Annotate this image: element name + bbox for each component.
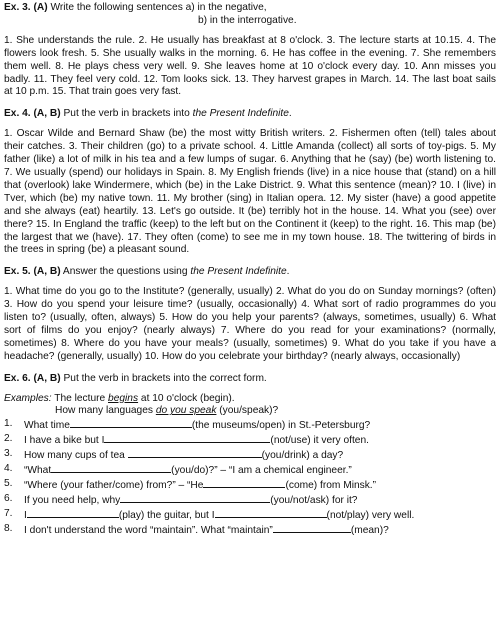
item-text: If you need help, why: [24, 494, 121, 506]
ex6-item-8: [4, 523, 496, 538]
item-text: “Where (your father/come) from?” – “He: [24, 480, 204, 491]
example-1-text: The lecture: [54, 392, 106, 404]
item-number: 5.: [4, 478, 13, 489]
item-text: What time: [24, 420, 70, 432]
item-hint: (not/use) it very often.: [270, 435, 369, 447]
item-text: I don't understand the word “maintain”. What “maintain”: [24, 524, 273, 536]
item-hint: (you/do)?” – “I am a chemical engineer.”: [171, 465, 352, 477]
ex6-example-1: [4, 393, 496, 406]
ex3-label: Ex. 3.: [4, 2, 31, 13]
answer-blank[interactable]: [120, 493, 270, 503]
answer-blank[interactable]: [70, 418, 192, 428]
ex3-instruction-b: b) in the interrogative.: [198, 14, 297, 26]
ex5-tense: the Present Indefinite: [190, 266, 287, 278]
item-number: 7.: [4, 507, 13, 519]
example-2-rest: (you/speak)?: [219, 405, 279, 417]
ex3-instruction: Write the following sentences a) in the negative,: [50, 2, 267, 13]
ex6-instruction: Put the verb in brackets into the correct form.: [63, 372, 267, 384]
ex6-label: Ex. 6.: [4, 372, 31, 384]
ex3-heading: [4, 2, 496, 15]
ex4-label: Ex. 4.: [4, 108, 31, 120]
ex6-item-6: [4, 493, 496, 508]
item-hint: (you/drink) a day?: [261, 450, 344, 462]
item-number: 3.: [4, 448, 13, 460]
ex6-item-2: [4, 433, 496, 448]
ex6-item-4: [4, 463, 496, 478]
ex5-letters: (A, B): [33, 266, 61, 278]
answer-blank[interactable]: [273, 523, 351, 533]
ex6-letters: (A, B): [33, 372, 61, 384]
answer-blank[interactable]: [51, 463, 171, 473]
item-text: “What: [24, 465, 52, 477]
ex3-letters: (A): [33, 2, 48, 13]
ex6-item-5: [4, 478, 496, 493]
textbook-page: [4, 2, 496, 538]
example-1-verb: begins: [108, 392, 139, 404]
item-hint: (you/not/ask) for it?: [270, 494, 358, 506]
item-hint: (mean)?: [350, 524, 389, 536]
ex6-example-2: [55, 405, 496, 418]
ex5-questions: 1. What time do you go to the Institute? (generally, usually) 2. What do you do on Sunday mornings? (often) 3. How do you spend your leisure time? (usually, occasionally) 4. What sort of radio programmes do you listen to? (usually, often, always) 5. How do you help your parents? (always, sometimes, usually) 6. What sort of films do you enjoy? (nearly always) 7. Where do you read for your examinations? (normally, sometimes) 8. Where do you have your meals? (usually, sometimes) 9. What do you take if you have a headache? (generally, usually) 10. How do you celebrate your birthday? (nearly always, occasionally): [4, 286, 496, 362]
answer-blank[interactable]: [27, 508, 119, 518]
ex5-heading: Ex. 5. (A, B) Answer the questions using the Present Indefinite.: [4, 266, 290, 278]
answer-blank[interactable]: [215, 508, 327, 518]
examples-label: Examples:: [4, 392, 52, 404]
ex6-item-3: [4, 448, 496, 463]
ex4-heading: Ex. 4. (A, B) Put the verb in brackets into the Present Indefinite.: [4, 108, 292, 120]
item-hint: (the museums/open) in St.-Petersburg?: [191, 420, 371, 432]
item-number: 1.: [4, 418, 13, 430]
item-number: 2.: [4, 433, 13, 445]
answer-blank[interactable]: [128, 448, 262, 458]
example-2-verb: do you speak: [155, 405, 217, 417]
ex5-instruction: Answer the questions using: [62, 266, 188, 278]
ex6-items: [4, 418, 496, 537]
item-hint: (not/play) very well.: [326, 509, 415, 521]
ex4-tense: the Present Indefinite: [192, 108, 289, 120]
example-2-text: How many languages: [55, 405, 153, 417]
item-hint: (play) the guitar, but I: [118, 509, 215, 521]
item-text: How many cups of tea: [24, 450, 125, 462]
ex6-item-1: [4, 418, 496, 433]
ex5-label: Ex. 5.: [4, 266, 31, 278]
item-text: I: [24, 509, 27, 521]
item-number: 6.: [4, 492, 13, 504]
ex4-letters: (A, B): [33, 108, 61, 120]
item-text: I have a bike but I: [24, 435, 105, 447]
item-number: 4.: [4, 463, 13, 475]
ex3-sentences: 1. She understands the rule. 2. He usually has breakfast at 8 o'clock. 3. The lecture starts at 10.15. 4. The flowers look fresh. 5. She usually walks in the morning. 6. He has coffee in the evening. 7. She remembers them well. 8. He plays chess very well. 9. She leaves home at 10 o'clock every day. 10. Ann misses you badly. 11. They feel very cold. 12. Tom looks sick. 13. They harvest grapes in March. 14. The last boat sails at 10 p.m. 15. That train goes very fast.: [4, 34, 496, 98]
item-hint: (come) from Minsk.”: [285, 480, 377, 491]
answer-blank[interactable]: [203, 478, 285, 488]
ex6-heading: [4, 373, 496, 386]
answer-blank[interactable]: [104, 433, 270, 443]
ex4-sentences: 1. Oscar Wilde and Bernard Shaw (be) the most witty British writers. 2. Fishermen often (tell) tales about their catches. 3. Their children (go) to a private school. 4. Little Amanda (collect) all sorts of toy-pigs. 5. My father (like) a lot of milk in his tea and a few lumps of sugar. 6. Anything that he (say) (be) worth listening to. 7. We usually (spend) our holidays in Spain. 8. My English friends (live) in a nice house that (stand) on a hill that (overlook) lake Windermere, which (be) in the Lake District. 9. What this sentence (mean)? 10. I (live) in Tver, which (be) my native town. 11. My brother (sing) in Italian opera. 12. My sister (have) a good appetite and she always (eat) heartily. 13. Let's go outside. It (be) terribly hot in the house. 14. What you (see) over there? 15. In England the traffic (keep) to the left but on the Continent it (keep) to the right. 16. This map (be) the largest that we (have). 17. They often (come) to see me in my town house. 18. The twittering of birds in the trees in spring (be) a pleasant sound.: [4, 128, 496, 256]
ex6-item-7: [4, 508, 496, 523]
ex4-instruction: Put the verb in brackets into: [63, 108, 190, 120]
item-number: 8.: [4, 522, 13, 534]
example-1-rest: at 10 o'clock (begin).: [140, 392, 235, 404]
